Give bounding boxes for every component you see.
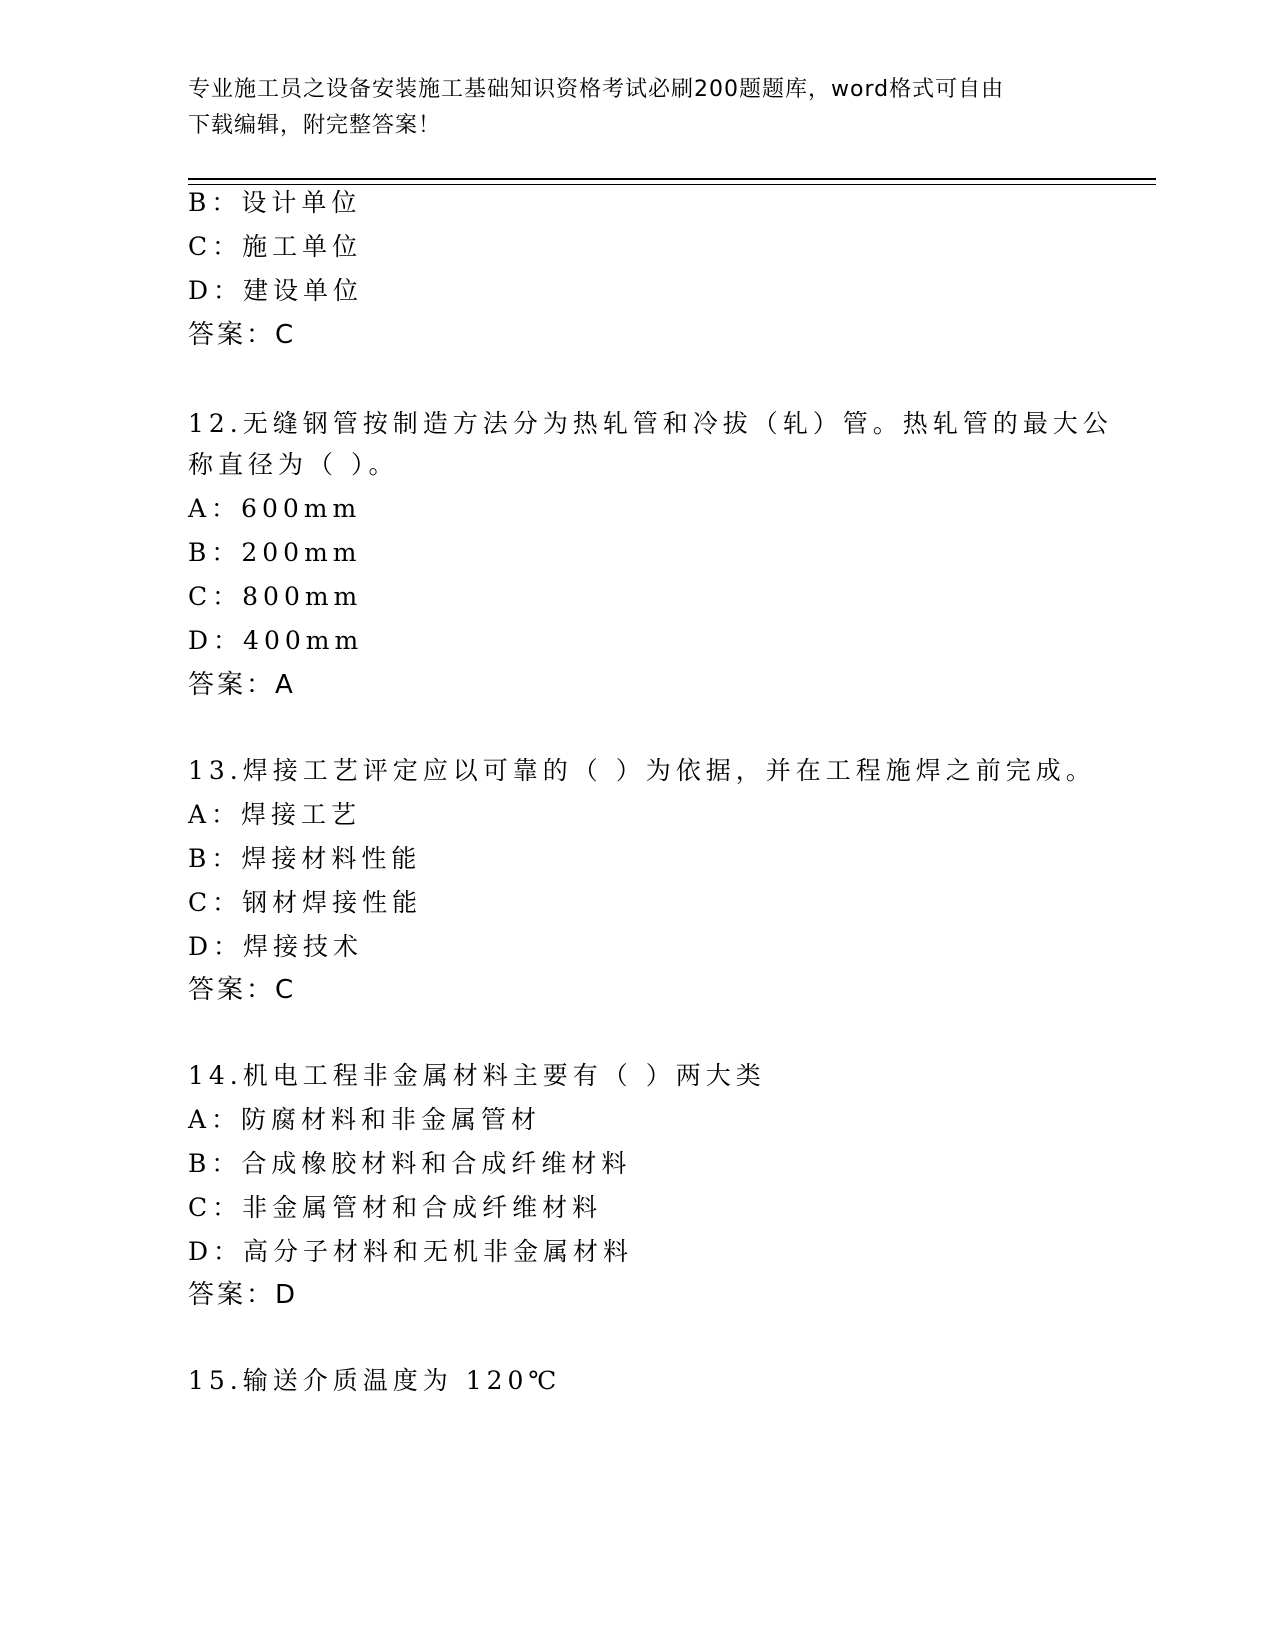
q11-option-b: B：设计单位 [188,188,362,217]
q14-answer: 答案：D [188,1280,299,1310]
q12-option-b: B：200mm [188,538,362,567]
q13-option-b: B：焊接材料性能 [188,844,422,873]
document-header [188,72,1068,144]
q13-option-d: D：焊接技术 [188,932,364,961]
header-divider-thick [188,178,1156,180]
q13-option-a: A：焊接工艺 [188,800,362,829]
q13-answer: 答案：C [188,975,297,1005]
q13-option-c: C：钢材焊接性能 [188,888,423,917]
q12-stem-line-2: 称直径为（ ）。 [188,450,399,479]
q11-answer: 答案：C [188,320,297,350]
header-divider-thin [188,184,1156,185]
q15-stem: 15.输送介质温度为 120℃ [188,1366,562,1395]
header-title-line-1: 专业施工员之设备安装施工基础知识资格考试必刷200题题库，word格式可自由 [188,77,1005,102]
q12-stem-line-1: 12.无缝钢管按制造方法分为热轧管和冷拔（轧）管。热轧管的最大公 [188,409,1113,438]
q11-option-c: C：施工单位 [188,232,363,261]
q12-option-d: D：400mm [188,626,364,655]
q14-option-a: A：防腐材料和非金属管材 [188,1105,542,1134]
q14-option-c: C：非金属管材和合成纤维材料 [188,1193,603,1222]
q12-answer: 答案：A [188,670,296,700]
q13-stem: 13.焊接工艺评定应以可靠的（ ）为依据，并在工程施焊之前完成。 [188,756,1096,785]
q14-stem: 14.机电工程非金属材料主要有（ ）两大类 [188,1061,766,1090]
q12-option-c: C：800mm [188,582,363,611]
q14-option-d: D：高分子材料和无机非金属材料 [188,1237,634,1266]
q14-option-b: B：合成橡胶材料和合成纤维材料 [188,1149,632,1178]
q12-option-a: A：600mm [188,494,362,523]
header-title-line-2: 下载编辑，附完整答案！ [188,113,442,138]
q11-option-d: D：建设单位 [188,276,364,305]
